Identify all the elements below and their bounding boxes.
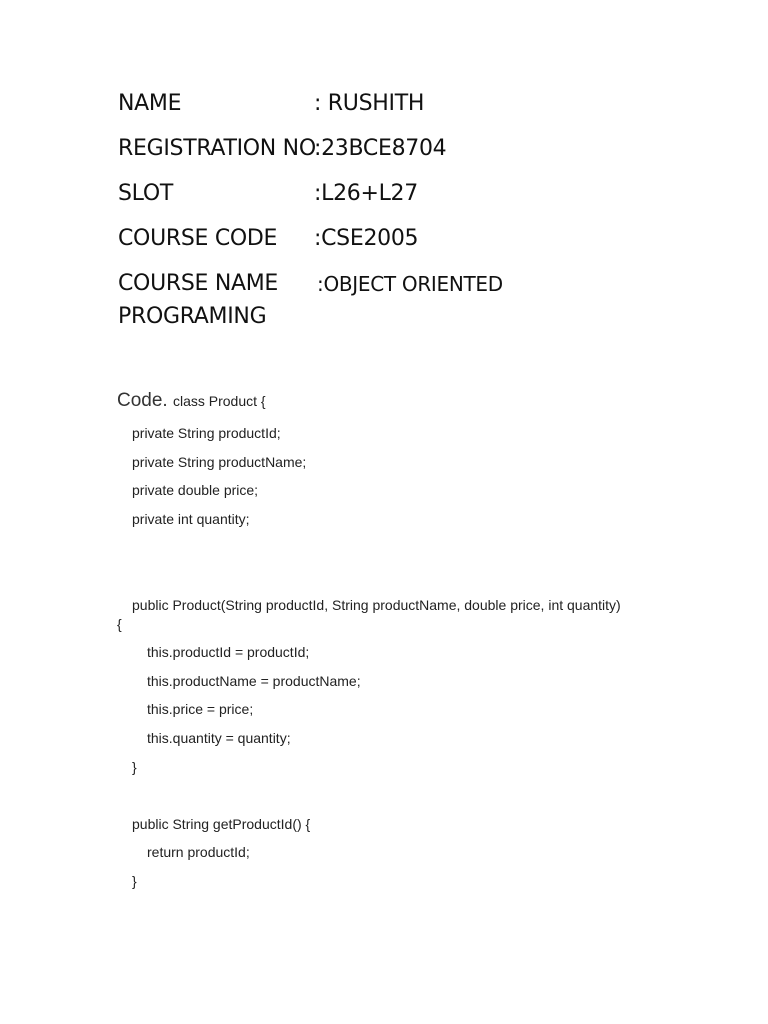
code-section-label [117, 389, 266, 413]
code-line: private String productId; [132, 425, 281, 441]
slot-row [118, 179, 718, 211]
course-code-value: :CSE2005 [314, 226, 419, 251]
code-line: { [117, 616, 122, 632]
course-name-continuation: PROGRAMING [118, 304, 267, 329]
course-name-label: COURSE NAME [118, 271, 279, 296]
code-line: } [132, 873, 137, 889]
registration-label: REGISTRATION NO [118, 136, 316, 161]
name-row [118, 89, 718, 121]
code-label: Code. [117, 390, 168, 411]
slot-label: SLOT [118, 181, 173, 206]
code-line: this.productName = productName; [147, 673, 361, 689]
name-value: : RUSHITH [314, 91, 425, 116]
slot-value: :L26+L27 [314, 181, 418, 206]
registration-row [118, 134, 718, 166]
code-line: public String getProductId() { [132, 816, 311, 832]
code-line: private double price; [132, 482, 259, 498]
code-line: private String productName; [132, 454, 307, 470]
code-line: this.price = price; [147, 701, 254, 717]
code-line: public Product(String productId, String productName, double price, int quantity) [132, 597, 621, 613]
code-line: } [132, 759, 137, 775]
code-line: private int quantity; [132, 511, 250, 527]
code-line: this.productId = productId; [147, 644, 310, 660]
course-name-value: :OBJECT ORIENTED [317, 272, 503, 296]
course-code-label: COURSE CODE [118, 226, 278, 251]
registration-value: :23BCE8704 [314, 136, 447, 161]
name-label: NAME [118, 91, 182, 116]
code-line: return productId; [147, 844, 250, 860]
course-name-row [118, 269, 718, 301]
course-code-row [118, 224, 718, 256]
code-line: this.quantity = quantity; [147, 730, 291, 746]
code-line: class Product { [172, 393, 266, 409]
